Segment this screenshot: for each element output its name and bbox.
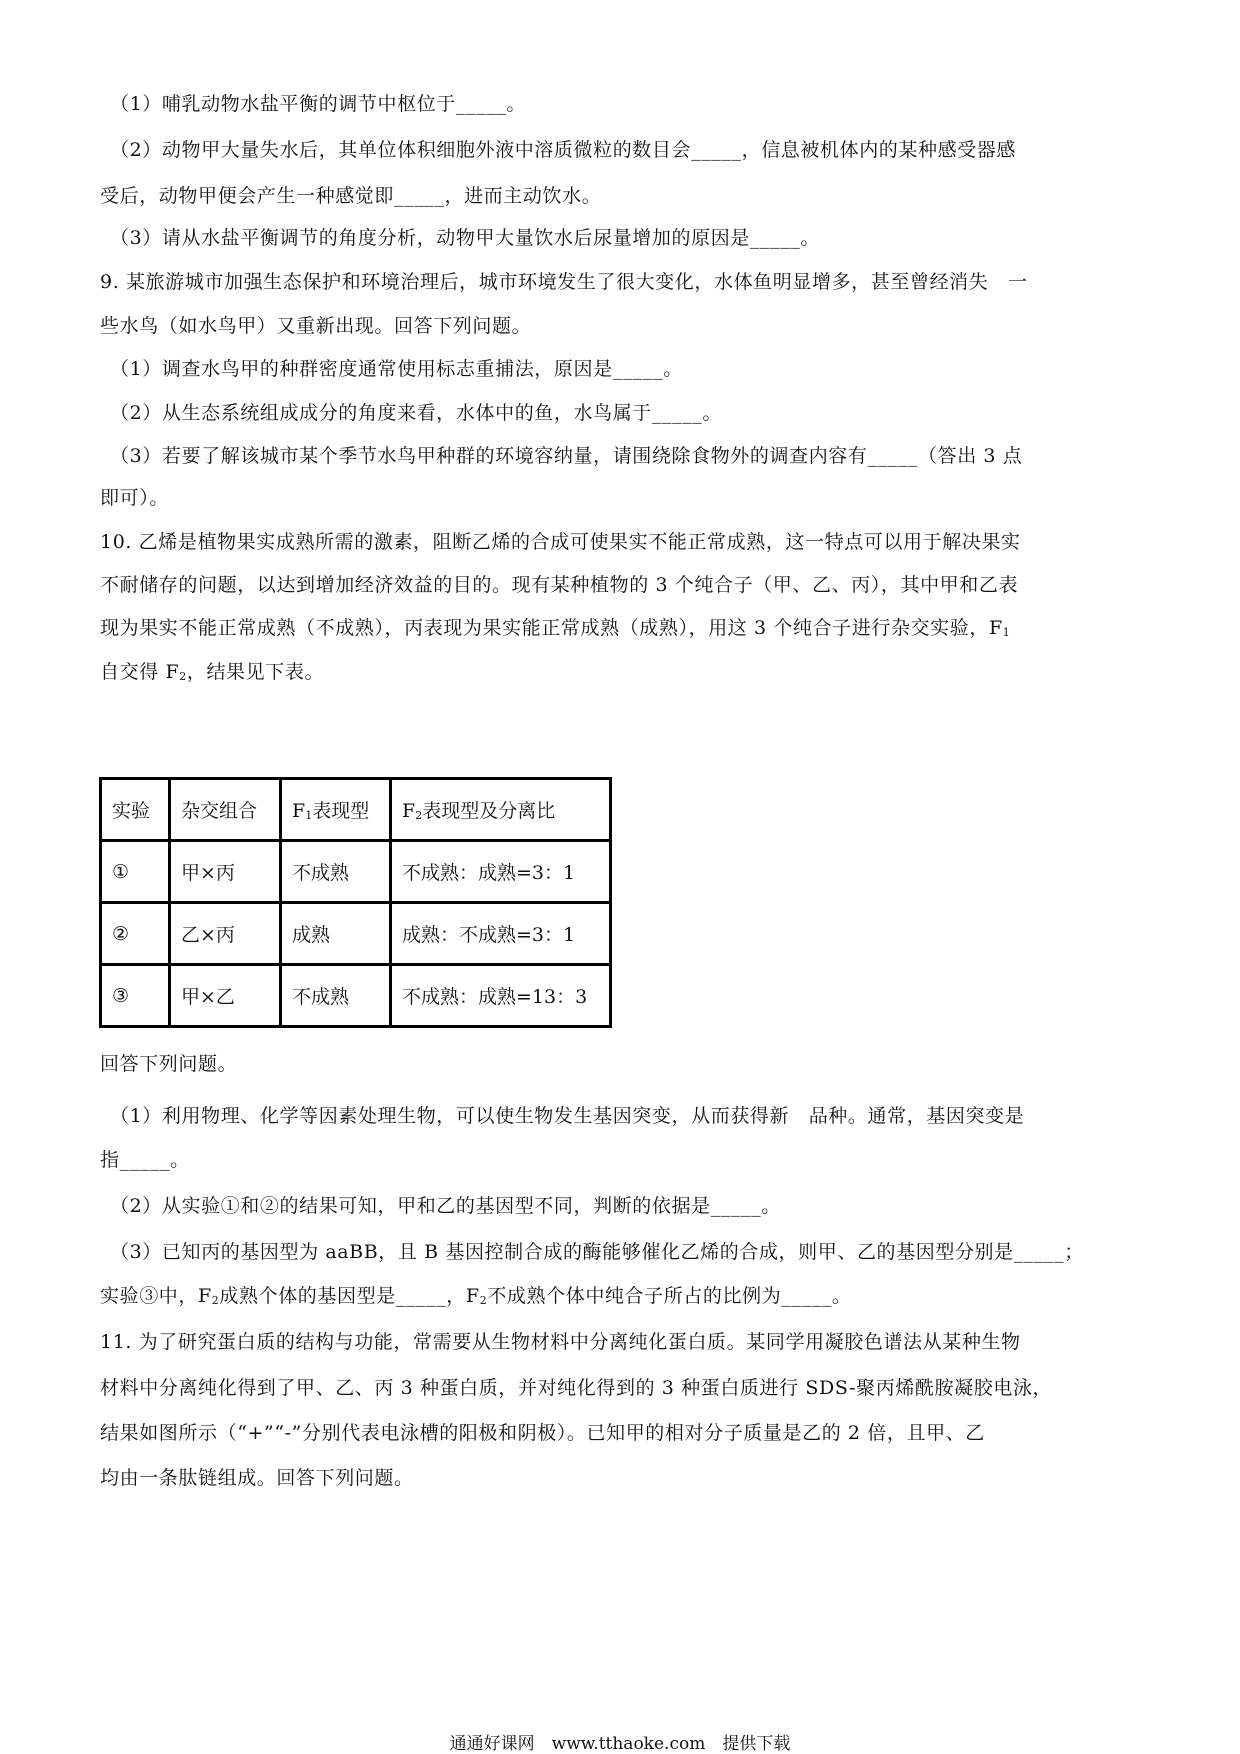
header-prefix: F (292, 800, 306, 822)
header-cell (281, 779, 391, 841)
q10-stem-line4-pre: 自交得 F (100, 661, 180, 683)
text: 实验③中，F (100, 1285, 212, 1307)
table-row (101, 903, 611, 965)
q10-stem-line2: 不耐储存的问题，以达到增加经济效益的目的。现有某种植物的 3 个纯合子（甲、乙、丙），其中甲和乙表 (100, 574, 1019, 596)
q10-stem-line4 (100, 660, 324, 689)
header-cell (101, 779, 170, 841)
q9-stem-line1: 9. 某旅游城市加强生态保护和环境治理后，城市环境发生了很大变化，水体鱼明显增多，甚至曾经消失 一 (100, 271, 1028, 293)
q10-stem-line4-post: ，结果见下表。 (186, 661, 325, 683)
q11-stem-line2: 材料中分离纯化得到了甲、乙、丙 3 种蛋白质，并对纯化得到的 3 种蛋白质进行 SDS-聚丙烯酰胺凝胶电泳， (100, 1377, 1053, 1399)
q8-part2-line2: 受后，动物甲便会产生一种感觉即_____，进而主动饮水。 (100, 185, 602, 207)
page-footer: 通通好课网 www.tthaoke.com 提供下载 (449, 1734, 791, 1754)
table-cell: 不成熟：成熟=3：1 (391, 841, 611, 903)
q11-stem-line4: 均由一条肽链组成。回答下列问题。 (100, 1467, 414, 1489)
q10-part1-line1: （1）利用物理、化学等因素处理生物，可以使生物发生基因突变，从而获得新 品种。通常，基因突变是 (110, 1105, 1025, 1127)
table-row (101, 841, 611, 903)
text: 不成熟个体中纯合子所占的比例为_____。 (487, 1285, 852, 1307)
table-header-row (101, 779, 611, 841)
experiment-table (99, 777, 612, 1028)
subscript: 1 (1002, 626, 1011, 639)
header-text: 表现型 (312, 800, 370, 822)
q10-stem-line3 (100, 616, 1010, 645)
subscript: 2 (479, 1294, 488, 1307)
table-cell: ② (101, 903, 170, 965)
header-text: 表现型及分离比 (422, 800, 556, 822)
header-cell (391, 779, 611, 841)
table-cell: 不成熟 (281, 841, 391, 903)
q10-part3-line1: （3）已知丙的基因型为 aaBB，且 B 基因控制合成的酶能够催化乙烯的合成，则甲、乙的基因型分别是_____； (110, 1241, 1084, 1263)
table-cell: 乙×丙 (170, 903, 281, 965)
q9-part1: （1）调查水鸟甲的种群密度通常使用标志重捕法，原因是_____。 (110, 358, 683, 380)
q9-part3-line1: （3）若要了解该城市某个季节水鸟甲种群的环境容纳量，请围绕除食物外的调查内容有_____（答出 3 点 (110, 445, 1023, 467)
table-cell: 不成熟 (281, 965, 391, 1027)
q9-stem-line2: 些水鸟（如水鸟甲）又重新出现。回答下列问题。 (100, 315, 532, 337)
q11-stem-line3: 结果如图所示（“+”“-”分别代表电泳槽的阳极和阴极）。已知甲的相对分子质量是乙的 2 倍，且甲、乙 (100, 1422, 985, 1444)
q10-after-table: 回答下列问题。 (100, 1053, 238, 1075)
subscript: 1 (305, 809, 313, 822)
q8-part2-line1: （2）动物甲大量失水后，其单位体积细胞外液中溶质微粒的数目会_____，信息被机体内的某种感受器感 (110, 139, 1016, 161)
header-cell (170, 779, 281, 841)
subscript: 2 (211, 1294, 220, 1307)
q8-part1: （1）哺乳动物水盐平衡的调节中枢位于_____。 (110, 93, 526, 115)
q10-stem-line1: 10. 乙烯是植物果实成熟所需的激素，阻断乙烯的合成可使果实不能正常成熟，这一特点可以用于解决果实 (100, 531, 1021, 553)
q9-part3-line2: 即可）。 (100, 487, 169, 509)
q11-stem-line1: 11. 为了研究蛋白质的结构与功能，常需要从生物材料中分离纯化蛋白质。某同学用凝胶色谱法从某种生物 (100, 1331, 1021, 1353)
table-cell: 甲×乙 (170, 965, 281, 1027)
q10-part1-line2: 指_____。 (100, 1149, 190, 1171)
table-cell: ① (101, 841, 170, 903)
header-text: 实验 (112, 800, 151, 822)
table-row (101, 965, 611, 1027)
header-prefix: F (402, 800, 416, 822)
text: 成熟个体的基因型是_____，F (219, 1285, 480, 1307)
q10-stem-line3-text: 现为果实不能正常成熟（不成熟），丙表现为果实能正常成熟（成熟），用这 3 个纯合子进行杂交实验，F (100, 617, 1003, 639)
q9-part2: （2）从生态系统组成成分的角度来看，水体中的鱼，水鸟属于_____。 (110, 402, 722, 424)
table-cell: 成熟：不成熟=3：1 (391, 903, 611, 965)
header-text: 杂交组合 (181, 800, 258, 822)
subscript: 2 (179, 670, 187, 683)
q8-part3: （3）请从水盐平衡调节的角度分析，动物甲大量饮水后尿量增加的原因是_____。 (110, 227, 820, 249)
q10-part2: （2）从实验①和②的结果可知，甲和乙的基因型不同，判断的依据是_____。 (110, 1195, 781, 1217)
table-cell: 成熟 (281, 903, 391, 965)
q10-part3-line2 (100, 1284, 851, 1313)
table-cell: ③ (101, 965, 170, 1027)
table-cell: 不成熟：成熟=13：3 (391, 965, 611, 1027)
table-cell: 甲×丙 (170, 841, 281, 903)
subscript: 2 (415, 809, 423, 822)
